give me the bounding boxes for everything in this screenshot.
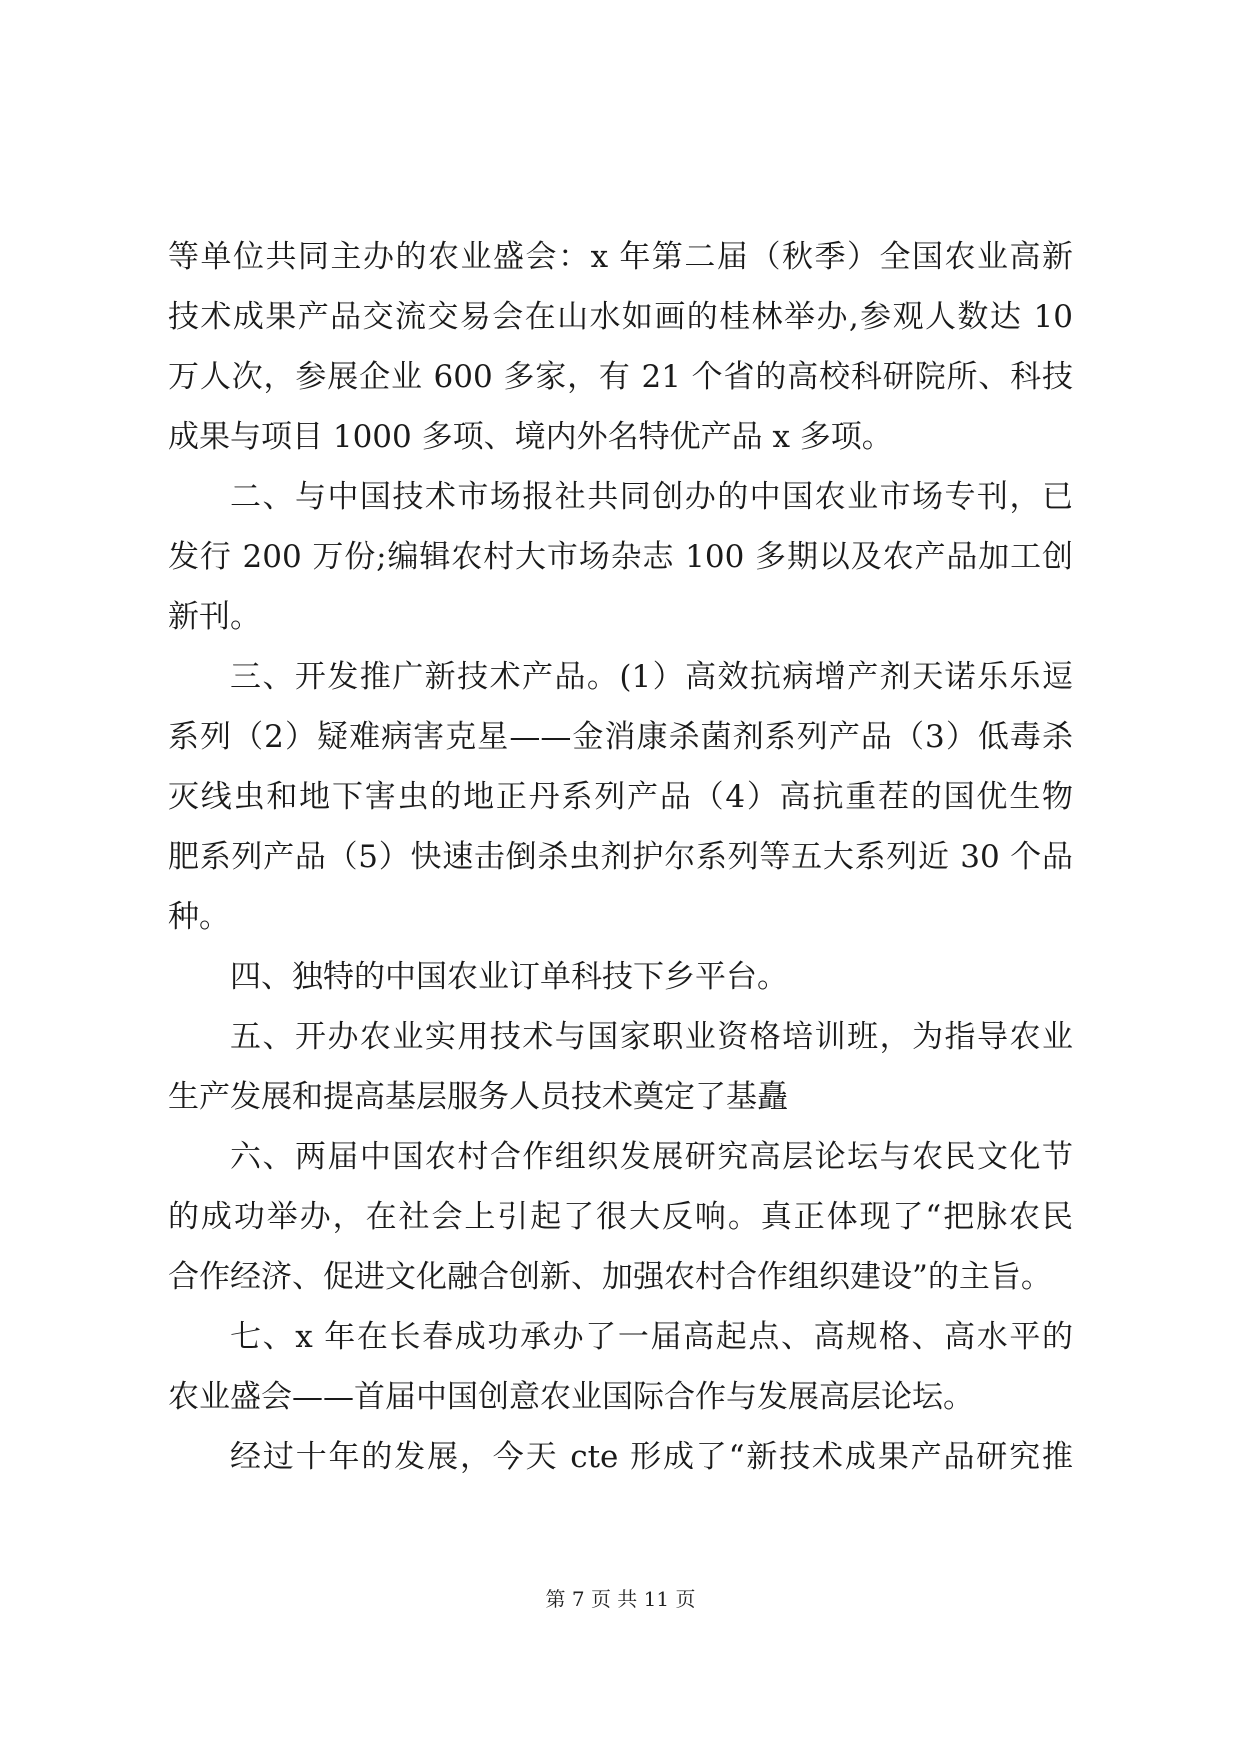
- text-line: 灭线虫和地下害虫的地正丹系列产品（4）高抗重茬的国优生物: [168, 779, 1073, 815]
- text-line: 成果与项目 1000 多项、境内外名特优产品 x 多项。: [168, 419, 893, 455]
- text-line: 种。: [168, 899, 230, 935]
- text-line: 新刊。: [168, 599, 261, 635]
- paragraph-3-line: 三、开发推广新技术产品。(1）高效抗病增产剂天诺乐乐逗: [230, 659, 1073, 695]
- paragraph-7-line: 七、x 年在长春成功承办了一届高起点、高规格、高水平的: [230, 1319, 1073, 1355]
- paragraph-5-line: 五、开办农业实用技术与国家职业资格培训班，为指导农业: [230, 1019, 1073, 1055]
- paragraph-4-line: 四、独特的中国农业订单科技下乡平台。: [230, 959, 788, 995]
- paragraph-2-line: 二、与中国技术市场报社共同创办的中国农业市场专刊，已: [230, 479, 1073, 515]
- text-line: 合作经济、促进文化融合创新、加强农村合作组织建设”的主旨。: [168, 1259, 1052, 1295]
- text-line: 发行 200 万份;编辑农村大市场杂志 100 多期以及农产品加工创: [168, 539, 1073, 575]
- text-line: 等单位共同主办的农业盛会：x 年第二届（秋季）全国农业高新: [168, 239, 1073, 275]
- text-line: 的成功举办，在社会上引起了很大反响。真正体现了“把脉农民: [168, 1199, 1073, 1235]
- text-line: 肥系列产品（5）快速击倒杀虫剂护尔系列等五大系列近 30 个品: [168, 839, 1073, 875]
- paragraph-8-line: 经过十年的发展，今天 cte 形成了“新技术成果产品研究推: [230, 1439, 1073, 1475]
- text-line: 农业盛会——首届中国创意农业国际合作与发展高层论坛。: [168, 1379, 974, 1415]
- paragraph-6-line: 六、两届中国农村合作组织发展研究高层论坛与农民文化节: [230, 1139, 1073, 1175]
- document-body: [168, 227, 1073, 1487]
- text-line: 万人次，参展企业 600 多家，有 21 个省的高校科研院所、科技: [168, 359, 1073, 395]
- text-line: 生产发展和提高基层服务人员技术奠定了基矗: [168, 1079, 788, 1115]
- page-number-footer: 第 7 页 共 11 页: [545, 1587, 696, 1611]
- text-line: 技术成果产品交流交易会在山水如画的桂林举办,参观人数达 10: [168, 299, 1073, 335]
- text-line: 系列（2）疑难病害克星——金消康杀菌剂系列产品（3）低毒杀: [168, 719, 1073, 755]
